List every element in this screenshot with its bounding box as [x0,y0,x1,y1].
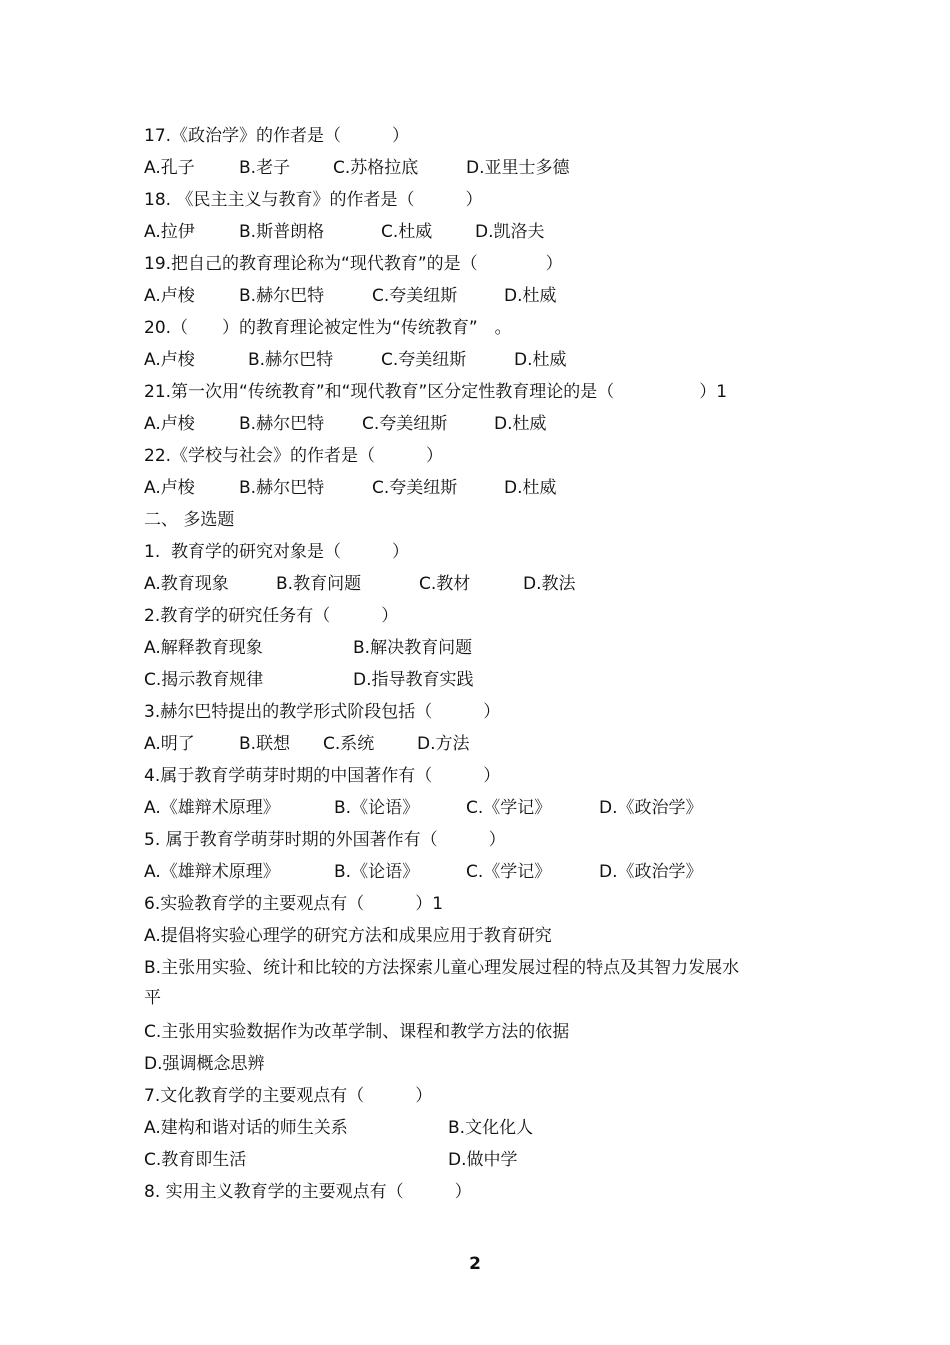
answer-option: B.赫尔巴特 [239,286,325,306]
text-line: 7.文化教育学的主要观点有（ ） [144,1086,433,1106]
text-line: C.主张用实验数据作为改革学制、课程和教学方法的依据 [144,1022,570,1042]
text-line: B.主张用实验、统计和比较的方法探索儿童心理发展过程的特点及其智力发展水 [144,958,740,978]
answer-option: C.苏格拉底 [333,158,419,178]
answer-option: C.《学记》 [466,862,552,882]
answer-option: A.解释教育现象 [144,638,263,658]
answer-option: B.《论语》 [334,862,420,882]
answer-option: D.亚里士多德 [466,158,570,178]
answer-option: A.《雄辩术原理》 [144,798,280,818]
answer-option: D.《政治学》 [599,798,703,818]
answer-option: A.建构和谐对话的师生关系 [144,1118,348,1138]
answer-option: C.夸美纽斯 [362,414,448,434]
answer-option: A.教育现象 [144,574,229,594]
answer-option: C.系统 [323,734,375,754]
answer-option: B.《论语》 [334,798,420,818]
answer-option: D.杜威 [494,414,547,434]
answer-option: A.《雄辩术原理》 [144,862,280,882]
text-line: 平 [144,988,161,1008]
answer-option: C.揭示教育规律 [144,670,264,690]
answer-option: D.杜威 [504,286,557,306]
text-line: A.提倡将实验心理学的研究方法和成果应用于教育研究 [144,926,552,946]
text-line: 17.《政治学》的作者是（ ） [144,126,410,146]
answer-option: B.老子 [239,158,291,178]
answer-option: B.文化化人 [448,1118,534,1138]
answer-option: C.夸美纽斯 [372,478,458,498]
text-line: 1. 教育学的研究对象是（ ） [144,542,410,562]
answer-option: A.孔子 [144,158,195,178]
answer-option: A.明了 [144,734,195,754]
answer-option: B.教育问题 [276,574,362,594]
text-line: 4.属于教育学萌芽时期的中国著作有（ ） [144,766,501,786]
answer-option: B.联想 [239,734,291,754]
text-line: D.强调概念思辨 [144,1054,265,1074]
text-line: 19.把自己的教育理论称为“现代教育”的是（ ） [144,254,563,274]
answer-option: D.指导教育实践 [353,670,474,690]
answer-option: D.《政治学》 [599,862,703,882]
answer-option: C.教材 [419,574,471,594]
text-line: 18. 《民主主义与教育》的作者是（ ） [144,190,483,210]
answer-option: A.卢梭 [144,478,195,498]
text-line: 5. 属于教育学萌芽时期的外国著作有（ ） [144,830,506,850]
answer-option: A.卢梭 [144,414,195,434]
answer-option: A.卢梭 [144,286,195,306]
page-number: 2 [469,1254,481,1274]
answer-option: C.《学记》 [466,798,552,818]
answer-option: D.教法 [523,574,576,594]
answer-option: C.夸美纽斯 [372,286,458,306]
answer-option: D.方法 [417,734,470,754]
answer-option: B.赫尔巴特 [239,478,325,498]
answer-option: A.拉伊 [144,222,195,242]
text-line: 22.《学校与社会》的作者是（ ） [144,446,444,466]
answer-option: B.解决教育问题 [353,638,473,658]
answer-option: B.赫尔巴特 [239,414,325,434]
text-line: 20.（ ）的教育理论被定性为“传统教育” 。 [144,318,512,338]
answer-option: C.杜威 [381,222,433,242]
text-line: 2.教育学的研究任务有（ ） [144,606,399,626]
answer-option: D.杜威 [514,350,567,370]
answer-option: A.卢梭 [144,350,195,370]
answer-option: D.杜威 [504,478,557,498]
text-line: 21.第一次用“传统教育”和“现代教育”区分定性教育理论的是（ ）1 [144,382,728,402]
section-heading: 二、 多选题 [144,510,235,530]
answer-option: C.夸美纽斯 [381,350,467,370]
answer-option: B.斯普朗格 [239,222,325,242]
text-line: 3.赫尔巴特提出的教学形式阶段包括（ ） [144,702,501,722]
text-line: 8. 实用主义教育学的主要观点有（ ） [144,1182,472,1202]
answer-option: B.赫尔巴特 [248,350,334,370]
answer-option: C.教育即生活 [144,1150,247,1170]
answer-option: D.做中学 [448,1150,518,1170]
answer-option: D.凯洛夫 [475,222,545,242]
text-line: 6.实验教育学的主要观点有（ ）1 [144,894,444,914]
